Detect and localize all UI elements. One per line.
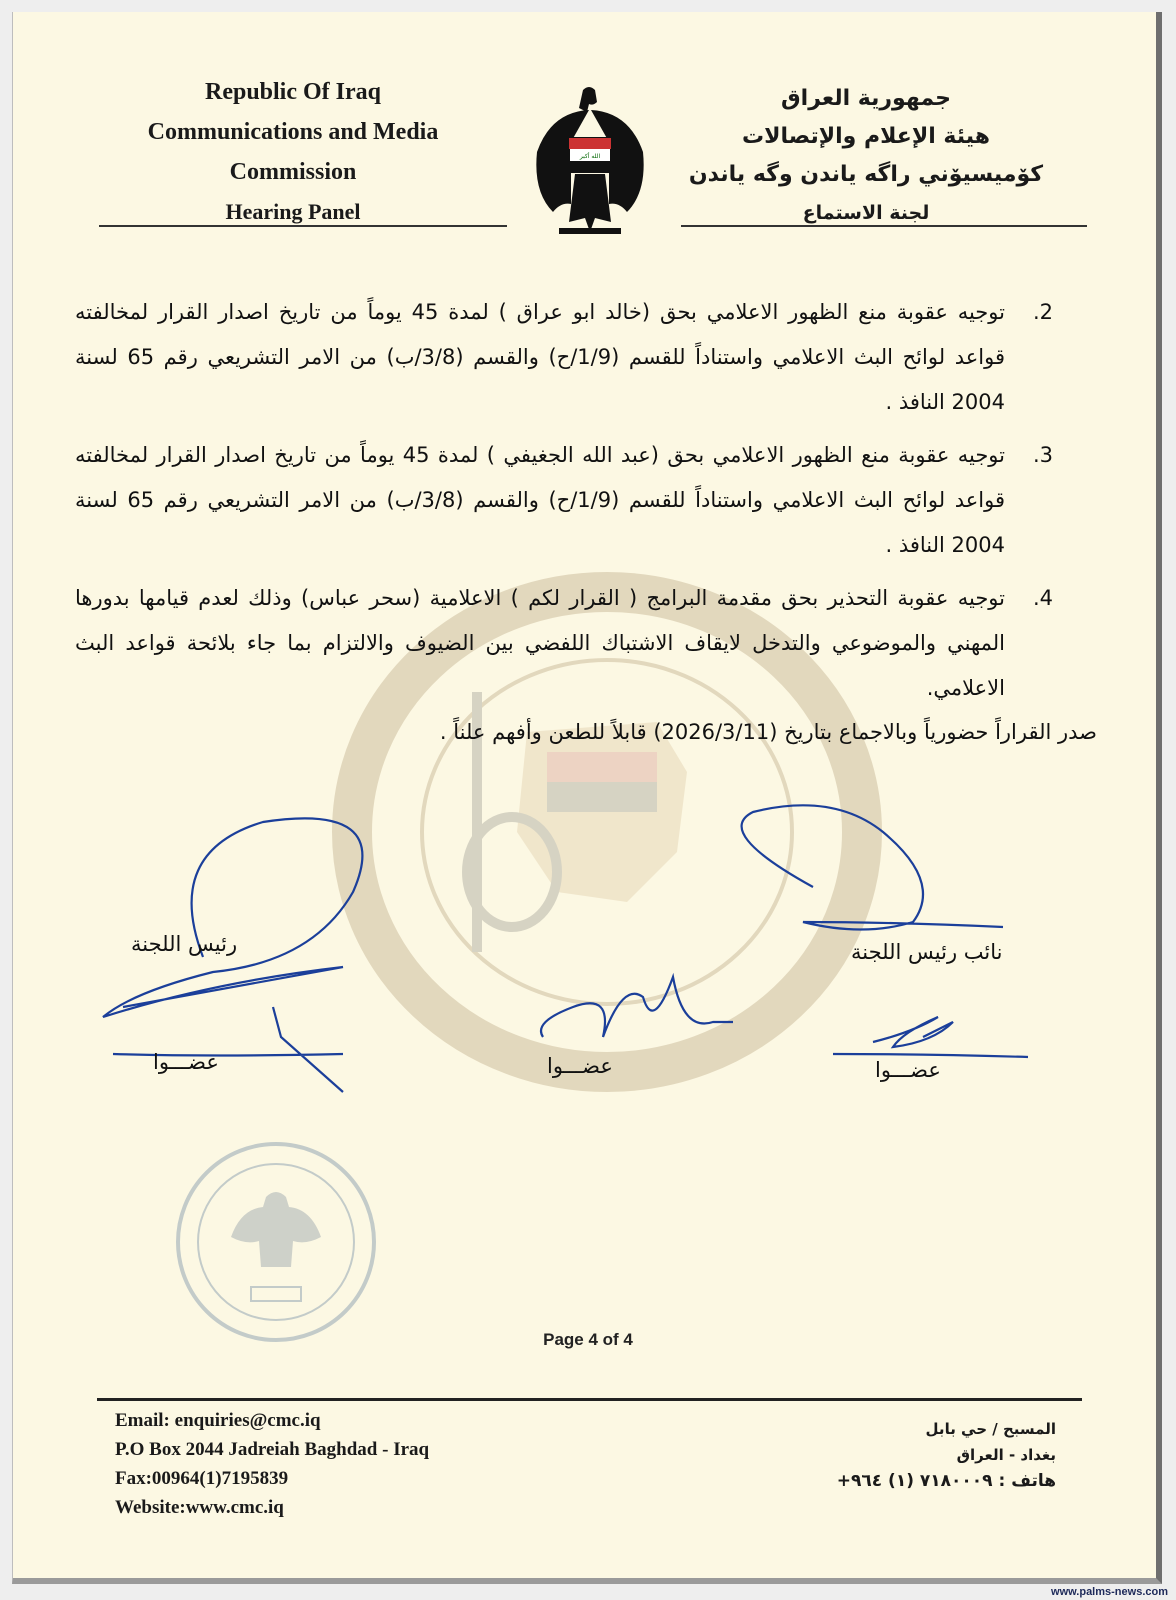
footer-divider (97, 1398, 1082, 1401)
footer-city: بغداد - العراق (956, 1446, 1056, 1464)
footer-phone: هاتف : ٧١٨٠٠٠٩ (١) ٩٦٤+ (836, 1471, 1056, 1491)
member-signature-right (833, 1017, 1028, 1057)
chair-label: رئيس اللجنة (131, 932, 238, 956)
header-en-line: Republic Of Iraq (204, 79, 381, 105)
header-ar-line: لجنة الاستماع (802, 202, 930, 224)
item-text: توجيه عقوبة منع الظهور الاعلامي بحق (عبد الله الجغيفي ) لمدة 45 يوماً من تاريخ اصدار القرار لمخالفته قواعد لوائح البث الاعلامي واستناداً للقسم (1/9/ح) والقسم (3/8/ب) من الامر التشريعي رقم 65 لسنة 2004 النافذ . (75, 443, 1006, 557)
item-number: 4. (1032, 586, 1053, 610)
member-signature-center (541, 977, 733, 1037)
footer-address: المسبح / حي بابل (925, 1420, 1056, 1438)
header-en-line: Hearing Panel (225, 199, 361, 224)
header-ar-line: هيئة الإعلام والإتصالات (742, 124, 990, 149)
header-en-line: Commission (229, 159, 357, 185)
member-signature-left (113, 1007, 343, 1092)
footer-website: Website:www.cmc.iq (115, 1497, 284, 1518)
member-label-left: عضـــوا (153, 1050, 219, 1074)
header-divider-left (99, 225, 507, 227)
iraq-eagle-emblem (531, 82, 649, 242)
header-arabic (686, 80, 1046, 232)
footer-pobox: P.O Box 2044 Jadreiah Baghdad - Iraq (115, 1439, 430, 1460)
header-ar-line: جمهورية العراق (781, 86, 951, 111)
header-en-line: Communications and Media (147, 119, 439, 145)
decision-items (75, 290, 1075, 719)
decision-item (75, 290, 1075, 425)
footer-contact-english (115, 1406, 429, 1522)
member-label-center: عضـــوا (547, 1054, 613, 1078)
decision-item (75, 433, 1075, 568)
header-english (123, 72, 463, 232)
source-website-watermark: www.palms-news.com (1051, 1586, 1168, 1598)
decision-statement: صدر القراراً حضورياً وبالاجماع بتاريخ (2026/3/11) قابلاً للطعن وأفهم علناً . (439, 720, 1097, 744)
item-text: توجيه عقوبة التحذير بحق مقدمة البرامج ( القرار لكم ) الاعلامية (سحر عباس) وذلك لعدم قيامها بدورها المهني والموضوعي والتدخل لايقاف الاشتباك اللفضي بين الضيوف والالتزام بما جاء بلائحة قواعد البث الاعلامي. (75, 586, 1005, 700)
header-ar-line: كۆميسيۆني راگه ياندن وگه ياندن (688, 162, 1044, 187)
hearing-panel-stamp (171, 1137, 381, 1347)
item-number: 2. (1032, 300, 1053, 324)
footer-fax: Fax:00964(1)7195839 (115, 1468, 289, 1489)
header-divider-right (681, 225, 1087, 227)
item-number: 3. (1032, 443, 1053, 467)
footer-email: Email: enquiries@cmc.iq (115, 1410, 321, 1431)
emblem-text: الله أكبر (579, 153, 601, 160)
footer-contact-arabic (837, 1416, 1056, 1494)
document-page (12, 12, 1162, 1584)
vice-chair-signature (742, 805, 1003, 929)
item-text: توجيه عقوبة منع الظهور الاعلامي بحق (خالد ابو عراق ) لمدة 45 يوماً من تاريخ اصدار القرار لمخالفته قواعد لوائح البث الاعلامي واستناداً للقسم (1/9/ح) والقسم (3/8/ب) من الامر التشريعي رقم 65 لسنة 2004 النافذ . (75, 300, 1005, 414)
chair-signature (103, 818, 362, 1017)
decision-item (75, 576, 1075, 711)
page-number: Page 4 of 4 (543, 1330, 633, 1349)
member-label-right: عضـــوا (875, 1058, 941, 1082)
vice-chair-label: نائب رئيس اللجنة (851, 940, 1003, 964)
